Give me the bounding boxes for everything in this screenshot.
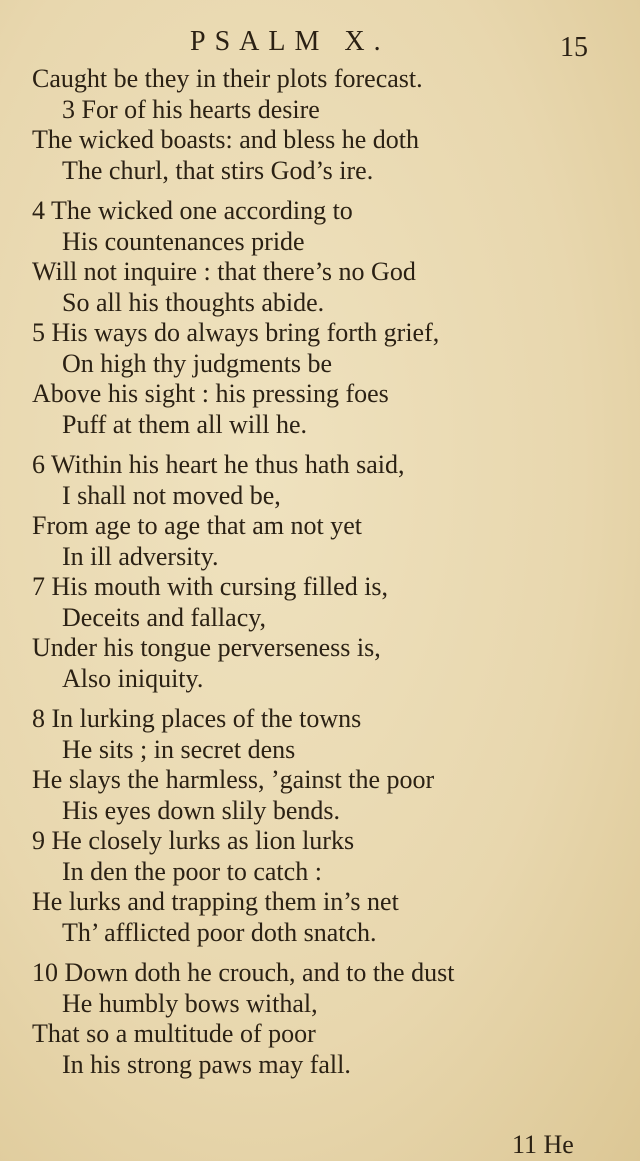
verse-line: He sits ; in secret dens xyxy=(62,734,296,764)
verse-line: Also iniquity. xyxy=(62,663,204,693)
verse-line: In his strong paws may fall. xyxy=(62,1049,351,1079)
verse-line: Above his sight : his pressing foes xyxy=(32,379,389,408)
verse-line: In ill adversity. xyxy=(62,541,219,571)
verse-line: Th’ afflicted poor doth snatch. xyxy=(62,917,377,947)
verse-line: 4 The wicked one according to xyxy=(32,196,353,225)
verse-line: 10 Down doth he crouch, and to the dust xyxy=(32,958,455,987)
verse-line: 5 His ways do always bring forth grief, xyxy=(32,318,440,347)
verse-line: The wicked boasts: and bless he doth xyxy=(32,125,420,154)
verse-line: That so a multitude of poor xyxy=(32,1019,316,1048)
psalm-text xyxy=(32,64,622,1090)
verse-line: The churl, that stirs God’s ire. xyxy=(62,155,374,185)
verse-line: Deceits and fallacy, xyxy=(62,602,267,632)
verse-line: He slays the harmless, ’gainst the poor xyxy=(32,765,435,794)
verse-line: On high thy judgments be xyxy=(62,348,333,378)
verse-line: In den the poor to catch : xyxy=(62,856,322,886)
stanza xyxy=(32,196,622,440)
verse-line: From age to age that am not yet xyxy=(32,511,362,540)
verse-line: He lurks and trapping them in’s net xyxy=(32,887,399,916)
verse-line: Puff at them all will he. xyxy=(62,409,308,439)
stanza xyxy=(32,64,622,186)
verse-line: Caught be they in their plots forecast. xyxy=(32,64,423,93)
verse-line: So all his thoughts abide. xyxy=(62,287,325,317)
page-number: 15 xyxy=(560,32,588,63)
running-title: PSALM X. xyxy=(190,26,390,57)
verse-line: 7 His mouth with cursing filled is, xyxy=(32,572,389,601)
stanza xyxy=(32,450,622,694)
verse-line: Will not inquire : that there’s no God xyxy=(32,257,416,286)
verse-line: 6 Within his heart he thus hath said, xyxy=(32,450,405,479)
verse-line: 8 In lurking places of the towns xyxy=(32,704,362,733)
verse-line: His eyes down slily bends. xyxy=(62,795,341,825)
page-header xyxy=(0,26,640,62)
verse-line: His countenances pride xyxy=(62,226,305,256)
catchword: 11 He xyxy=(512,1130,574,1159)
verse-line: He humbly bows withal, xyxy=(62,988,318,1018)
verse-line: 9 He closely lurks as lion lurks xyxy=(32,826,355,855)
stanza xyxy=(32,704,622,948)
verse-line: 3 For of his hearts desire xyxy=(62,94,320,124)
verse-line: Under his tongue perverseness is, xyxy=(32,633,381,662)
verse-line: I shall not moved be, xyxy=(62,480,281,510)
stanza xyxy=(32,958,622,1080)
